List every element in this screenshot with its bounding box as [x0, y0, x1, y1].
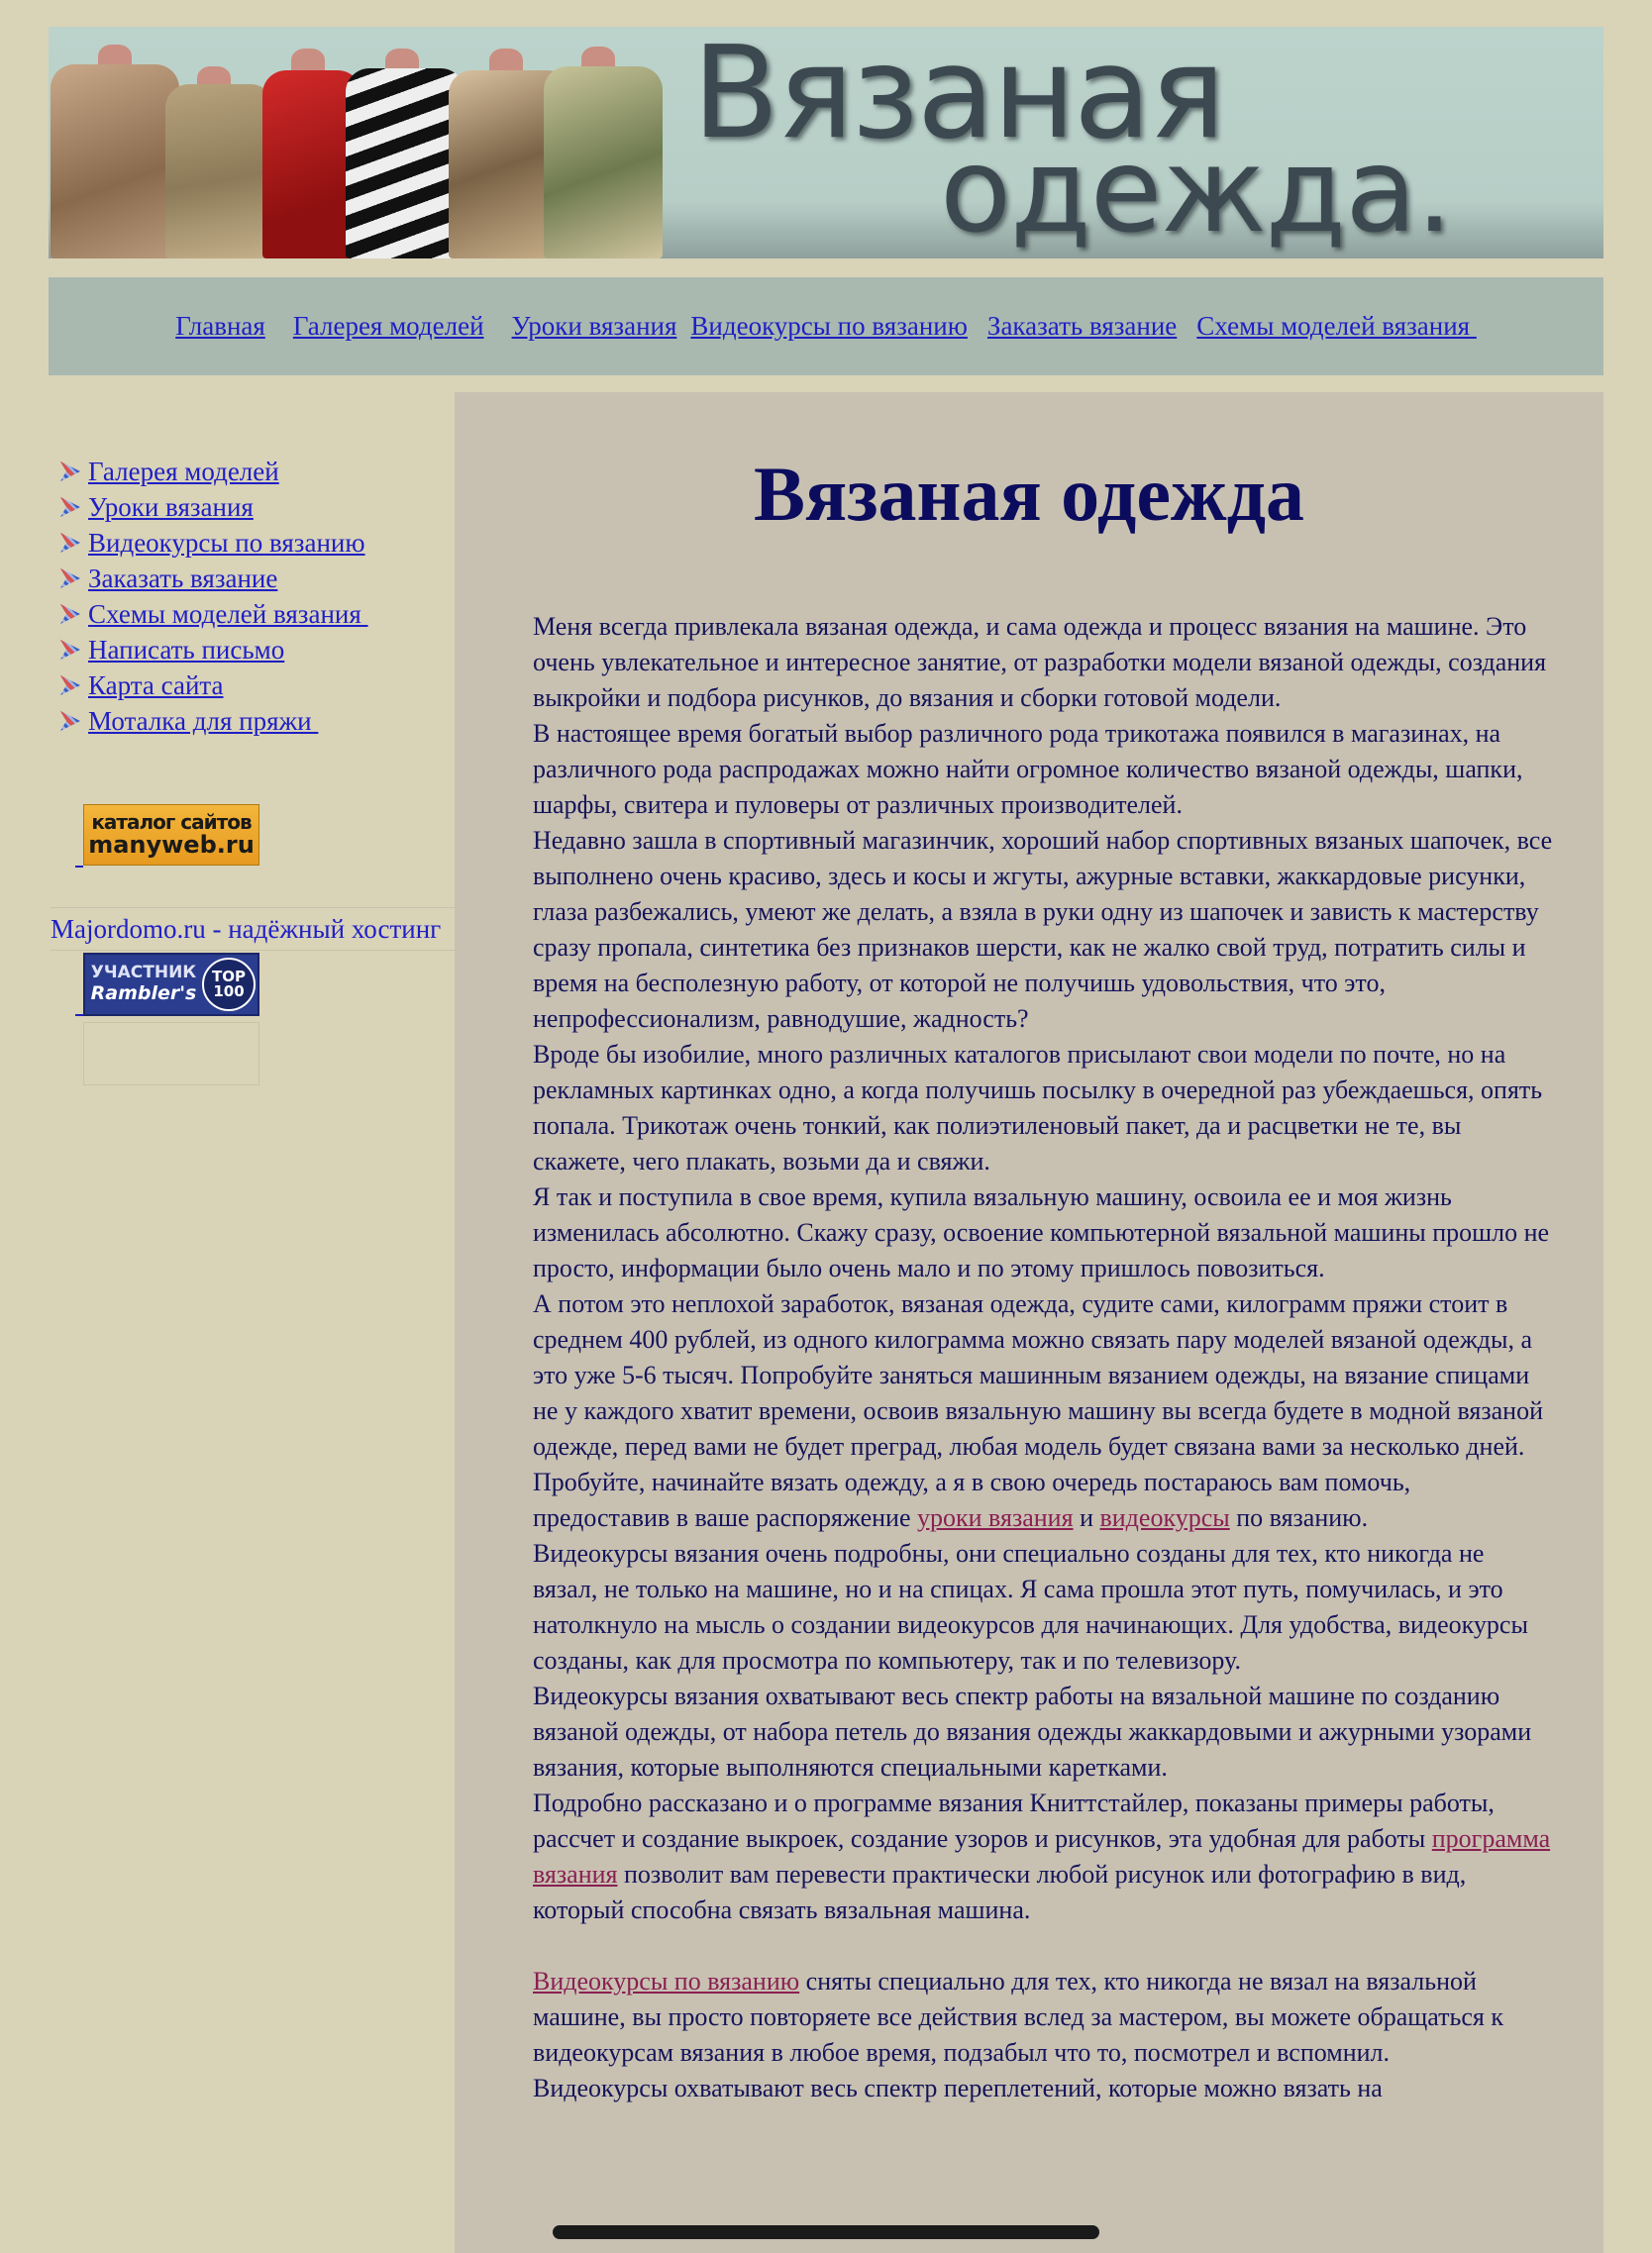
paragraph-text: и: [1073, 1503, 1100, 1532]
sidebar-item-lessons[interactable]: [60, 489, 457, 525]
article-paragraph: [533, 1286, 1553, 1536]
sidebar-item-patterns[interactable]: [60, 596, 457, 632]
lessons-inline-link[interactable]: уроки вязания: [917, 1503, 1074, 1532]
arrow-bullet-icon: [60, 533, 80, 553]
sidebar-item-label[interactable]: Видеокурсы по вязанию: [88, 527, 365, 558]
catalog-badge-line2: manyweb.ru: [88, 830, 255, 859]
article-paragraph: В настоящее время богатый выбор различного рода трикотажа появился в магазинах, на различного рода распродажах можно найти огромное количество вязаной одежды, шапки, шарфы, свитера и пуловеры от различных производителей.: [533, 719, 1523, 819]
sidebar-item-yarn-winder[interactable]: [60, 703, 457, 739]
paragraph-text: позволит вам перевести практически любой рисунок или фотографию в вид, который способна связать вязальная машина.: [533, 1860, 1467, 1924]
sidebar-navigation: [60, 454, 457, 739]
arrow-bullet-icon: [60, 461, 80, 481]
article-paragraph: Меня всегда привлекала вязаная одежда, и сама одежда и процесс вязания на машине. Это очень увлекательное и интересное занятие, от разработки модели вязаной одежды, создания выкройки и подбора рисунков, до вязания и сборки готовой модели.: [533, 612, 1547, 712]
link-underline-mark: [75, 866, 83, 868]
link-underline-mark: [75, 1014, 83, 1016]
arrow-bullet-icon: [60, 604, 80, 624]
article-paragraph: [533, 1786, 1553, 1928]
arrow-bullet-icon: [60, 640, 80, 660]
sidebar-item-label[interactable]: Схемы моделей вязания: [88, 598, 368, 629]
hosting-link[interactable]: Majordomo.ru - надёжный хостинг: [51, 907, 457, 951]
top-navigation: [49, 277, 1603, 375]
paragraph-text: А потом это неплохой заработок, вязаная одежда, судите сами, килограмм пряжи стоит в среднем 400 рублей, из одного килограмма можно связать пару моделей вязаной одежды, а это уже 5-6 тысяч. Попробуйте заняться машинным вязанием одежды, на вязание спицами не у каждого хватит времени, освоив вязальную машину вы всегда будете в модной вязаной одежде, перед вами не будет преград, любая модель будет связана вами за несколько дней. Пробуйте, начинайте вязать одежду, а я в свою очередь постараюсь вам помочь, предоставив в ваше распоряжение: [533, 1289, 1544, 1532]
topnav-lessons-link[interactable]: Уроки вязания: [511, 311, 677, 341]
rambler-top100-badge[interactable]: [83, 953, 259, 1016]
topnav-videocourses-link[interactable]: Видеокурсы по вязанию: [690, 311, 968, 341]
rambler-badge-line1: УЧАСТНИК: [90, 963, 197, 983]
sidebar-item-gallery[interactable]: [60, 454, 457, 489]
article-paragraph: Видеокурсы вязания охватывают весь спектр работы на вязальной машине по созданию вязаной одежды, от набора петель до вязания одежды жаккардовыми и ажурными узорами вязания, которые выполняются специальными каретками.: [533, 1682, 1532, 1782]
topnav-home-link[interactable]: Главная: [175, 311, 265, 341]
article-paragraph: [533, 1964, 1553, 2071]
rambler-badge-line2: Rambler's: [90, 981, 197, 1004]
article-paragraph: Видеокурсы охватывают весь спектр переплетений, которые можно вязать на: [533, 2074, 1383, 2102]
article-body: [533, 609, 1553, 2106]
arrow-bullet-icon: [60, 675, 80, 695]
horizontal-scrollbar[interactable]: [553, 2225, 1099, 2239]
top100-top: TOP: [212, 968, 246, 985]
banner-title-line2: одежда.: [940, 122, 1453, 258]
arrow-bullet-icon: [60, 497, 80, 517]
sidebar-item-sitemap[interactable]: [60, 667, 457, 703]
banner-sweaters-image: [49, 27, 672, 258]
sidebar-item-label[interactable]: Уроки вязания: [88, 491, 254, 522]
catalog-manyweb-badge[interactable]: [83, 804, 259, 866]
top100-number: 100: [213, 982, 245, 1000]
sidebar-item-label[interactable]: Написать письмо: [88, 634, 285, 665]
topnav-gallery-link[interactable]: Галерея моделей: [292, 311, 484, 341]
counter-placeholder: [83, 1022, 259, 1085]
sidebar-item-label[interactable]: Карта сайта: [88, 669, 224, 700]
topnav-patterns-link[interactable]: Схемы моделей вязания: [1196, 311, 1477, 341]
sidebar-item-label[interactable]: Галерея моделей: [88, 456, 279, 486]
sidebar-item-videocourses[interactable]: [60, 525, 457, 561]
knitting-program-inline-link[interactable]: программа вязания: [533, 1824, 1551, 1889]
catalog-badge-line1: каталог сайтов: [91, 809, 252, 834]
arrow-bullet-icon: [60, 568, 80, 588]
arrow-bullet-icon: [60, 711, 80, 731]
sidebar-item-label[interactable]: Заказать вязание: [88, 563, 278, 593]
sidebar-item-label[interactable]: Моталка для пряжи: [88, 705, 319, 736]
sidebar-item-order[interactable]: [60, 561, 457, 596]
paragraph-text: Подробно рассказано и о программе вязания Книттстайлер, показаны примеры работы, рассчет и создание выкроек, создание узоров и рисунков, эта удобная для работы: [533, 1789, 1495, 1853]
article-paragraph: Недавно зашла в спортивный магазинчик, хороший набор спортивных вязаных шапочек, все выполнено очень красиво, здесь и косы и жгуты, ажурные вставки, жаккардовые рисунки, глаза разбежались, умеют же делать, а взяла в руки одну из шапочек и зависть к мастерству сразу пропала, синтетика без признаков шерсти, как не жалко свой труд, потратить силы и время на бесполезную работу, от которой не получишь удовольствия, что это, непрофессионализм, равнодушие, жадность?: [533, 826, 1553, 1033]
banner-title-line1: Вязаная: [692, 27, 1224, 167]
page-title: Вязаная одежда: [753, 451, 1305, 537]
topnav-order-link[interactable]: Заказать вязание: [986, 311, 1178, 341]
paragraph-text: сняты специально для тех, кто никогда не вязал на вязальной машине, вы просто повторяете все действия вслед за мастером, вы можете обращаться к видеокурсам вязания в любое время, подзабыл что то, посмотрел и вспомнил.: [533, 1967, 1504, 2067]
article-paragraph: Видеокурсы вязания очень подробны, они специально созданы для тех, кто никогда не вязал, не только на машине, но и на спицах. Я сама прошла этот путь, помучилась, и это натолкнуло на мысль о создании видеокурсов для начинающих. Для удобства, видеокурсы созданы, как для просмотра по компьютеру, так и по телевизору.: [533, 1539, 1528, 1675]
videocourses-inline-link[interactable]: видеокурсы: [1099, 1503, 1230, 1532]
article-paragraph: Вроде бы изобилие, много различных каталогов присылают свои модели по почте, но на рекламных картинках одно, а когда получишь посылку в очередной раз убеждаешься, опять попала. Трикотаж очень тонкий, как полиэтиленовый пакет, да и расцветки не те, вы скажете, чего плакать, возьми да и свяжи.: [533, 1040, 1543, 1176]
paragraph-text: по вязанию.: [1229, 1503, 1369, 1532]
top100-circle: [202, 958, 256, 1011]
site-banner: [49, 27, 1603, 258]
article-paragraph: Я так и поступила в свое время, купила вязальную машину, освоила ее и моя жизнь изменилась абсолютно. Скажу сразу, освоение компьютерной вязальной машины прошло не просто, информации было очень мало и по этому пришлось повозиться.: [533, 1182, 1550, 1282]
main-content: [455, 392, 1603, 2253]
videocourses-knitting-inline-link[interactable]: Видеокурсы по вязанию: [533, 1967, 800, 1996]
sidebar-item-write-letter[interactable]: [60, 632, 457, 667]
